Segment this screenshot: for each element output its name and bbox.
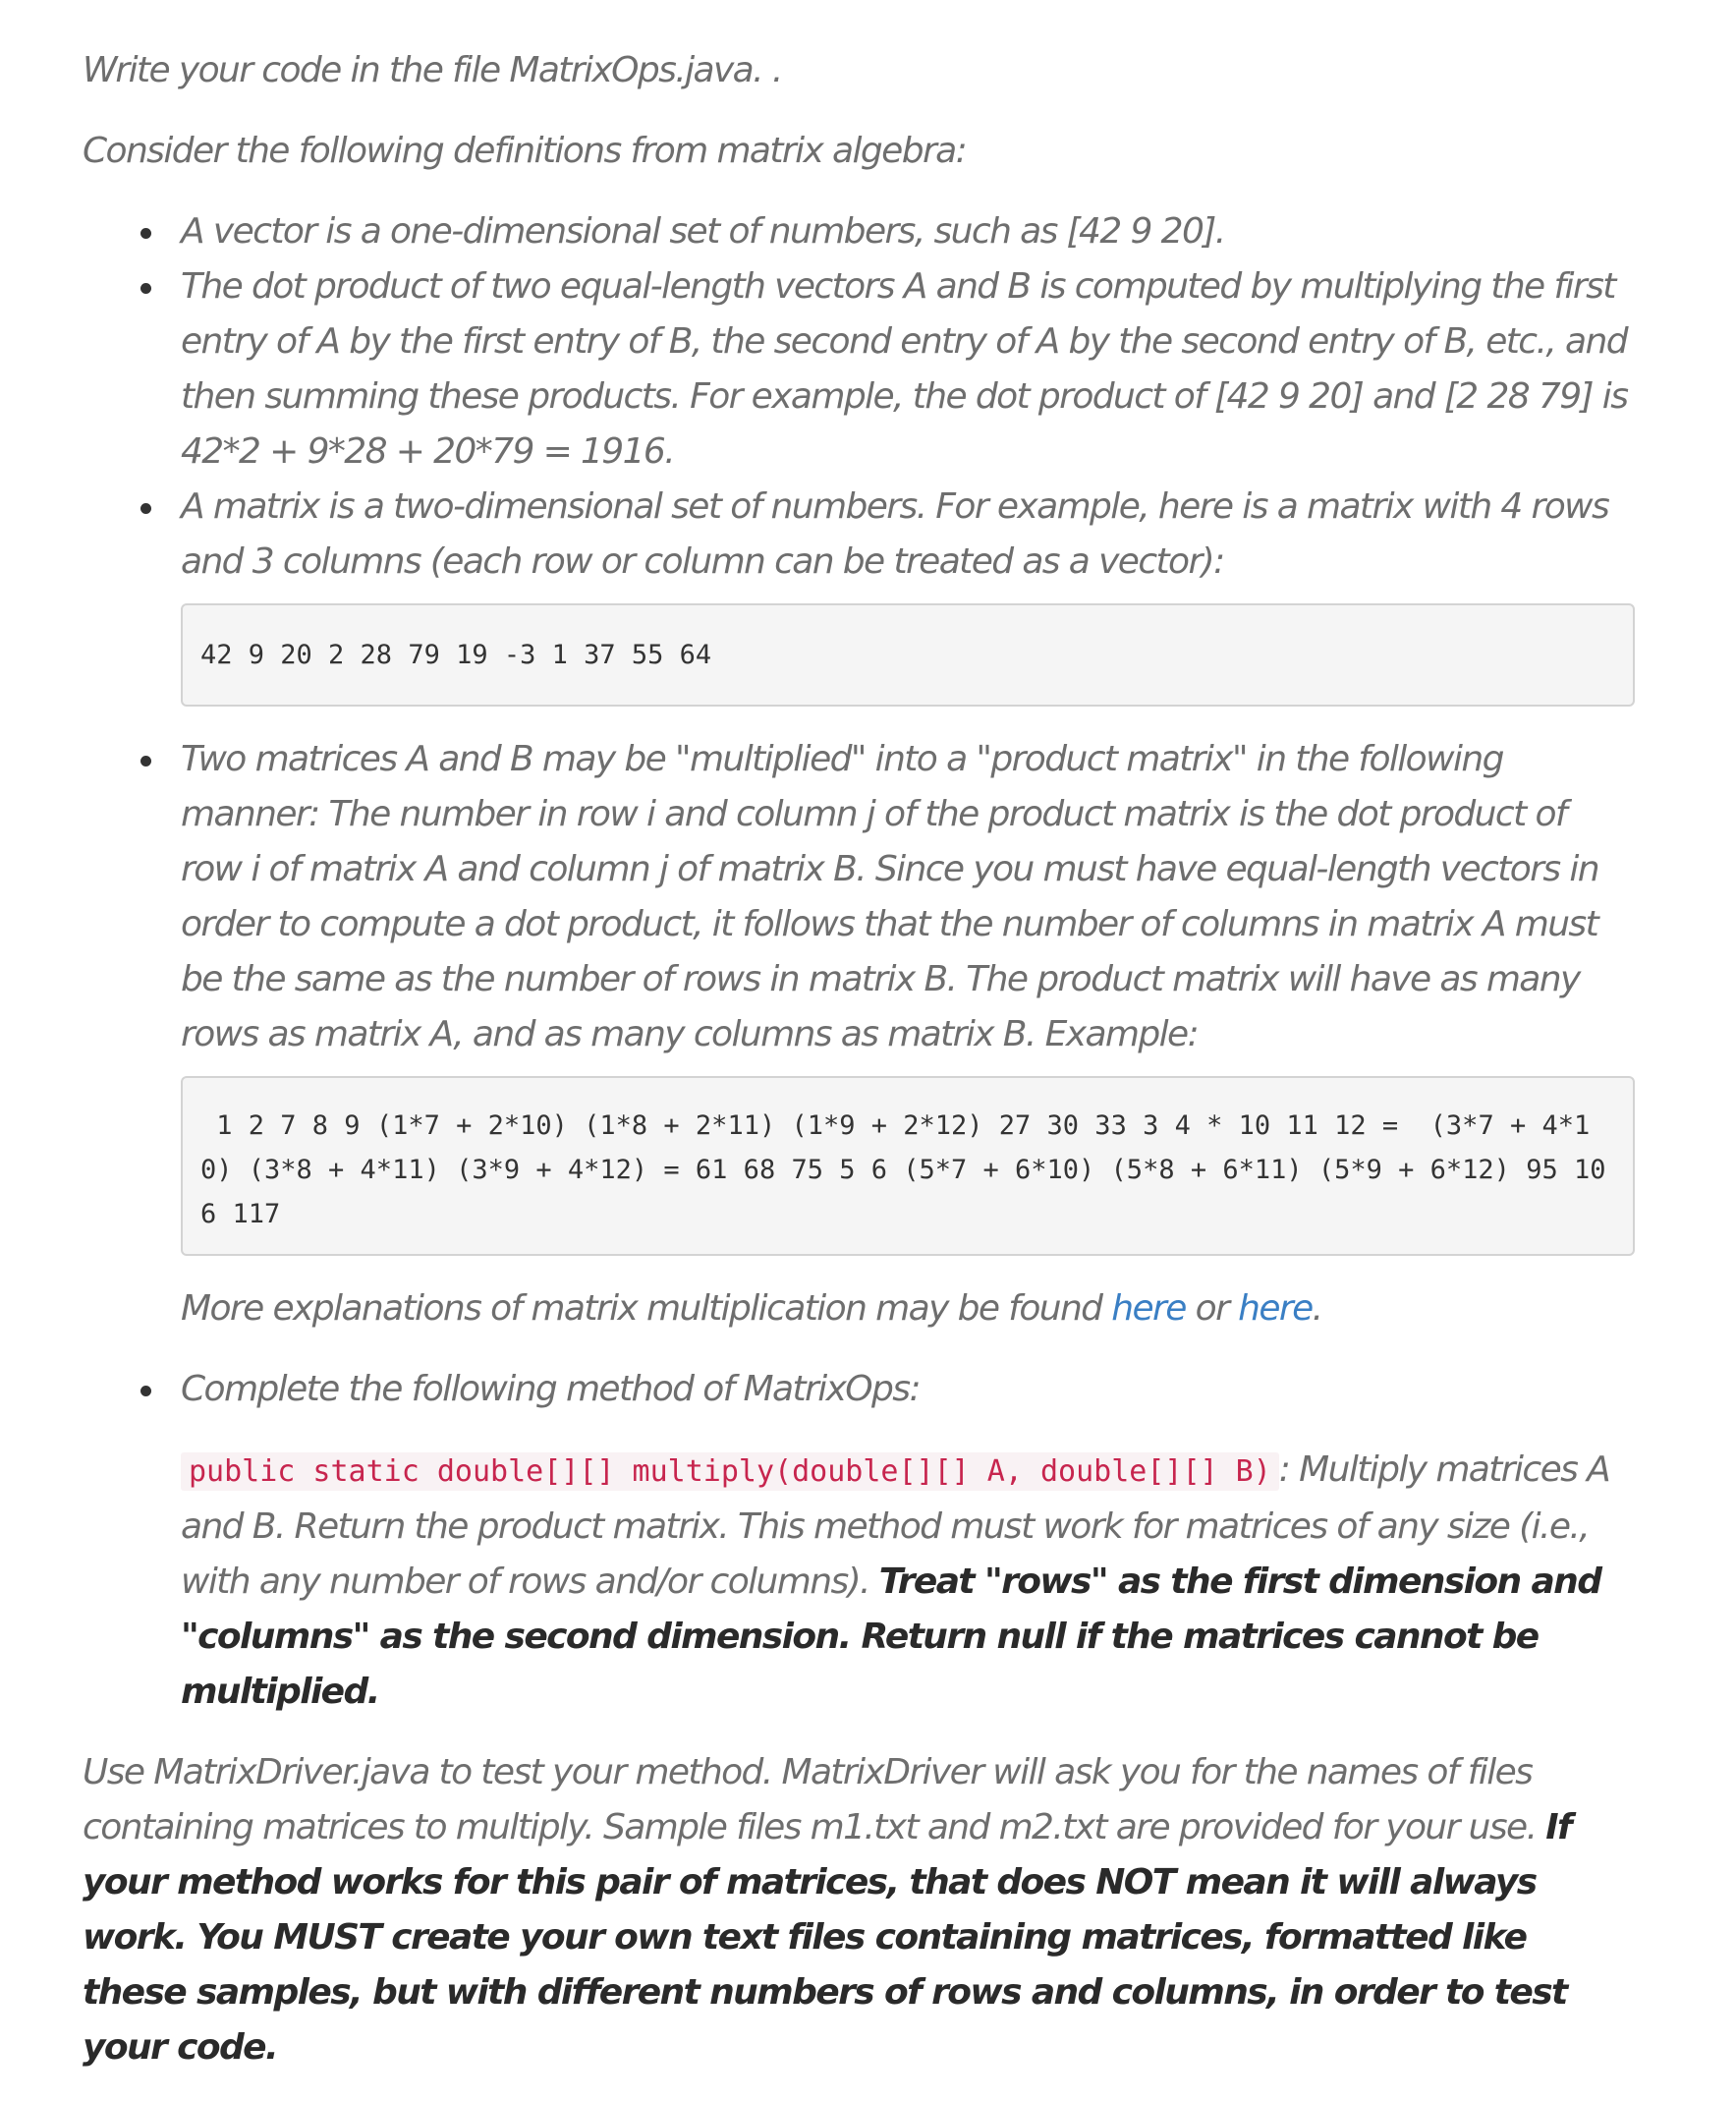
- multiplication-example-code-block: 1 2 7 8 9 (1*7 + 2*10) (1*8 + 2*11) (1*9 + 2*12) 27 30 33 3 4 * 10 11 12 = (3*7 + 4*10) (3*8 + 4*11) (3*9 + 4*12) = 61 68 75 5 6 (5*7 + 6*10) (5*8 + 6*11) (5*9 + 6*12) 95 106 117: [181, 1076, 1635, 1256]
- list-item-multiplication: [181, 732, 1635, 1336]
- more-explanations-period: .: [1312, 1288, 1322, 1329]
- matrix-definition-text: A matrix is a two-dimensional set of numbers. For example, here is a matrix with 4 rows and 3 columns (each row or column can be treated as a vector):: [181, 486, 1609, 582]
- more-explanations-text: More explanations of matrix multiplication may be found: [181, 1288, 1112, 1329]
- method-signature-code: public static double[][] multiply(double[][] A, double[][] B): [181, 1452, 1279, 1491]
- method-description: [181, 1443, 1635, 1720]
- intro-definitions-lead: Consider the following definitions from matrix algebra:: [83, 131, 967, 171]
- list-item-complete-method: [181, 1362, 1635, 1720]
- more-explanations-or: or: [1185, 1288, 1239, 1329]
- definitions-list: [83, 204, 1635, 1720]
- more-explanations-line: [181, 1281, 1635, 1336]
- testing-warning-bold: If your method works for this pair of matrices, that does NOT mean it will always work. You MUST create your own text files containing matrices, formatted like these samples, but with different numbers of rows and columns, in order to test your code.: [83, 1807, 1572, 2068]
- explanation-link-1[interactable]: here: [1111, 1288, 1186, 1329]
- list-item-dot-product: The dot product of two equal-length vectors A and B is computed by multiplying the first entry of A by the first entry of B, the second entry of A by the second entry of B, etc., and then summing these products. For example, the dot product of [42 9 20] and [2 28 79] is 42*2 + 9*28 + 20*79 = 1916.: [181, 259, 1635, 480]
- assignment-document: [83, 43, 1635, 2101]
- testing-instructions: [83, 1745, 1635, 2075]
- method-description-text: : Multiply matrices A and B. Return the product matrix. This method must work for matrices of any size (i.e., with any number of rows and/or columns).: [181, 1449, 1610, 1602]
- intro-file-instruction: Write your code in the file MatrixOps.java. .: [83, 50, 782, 90]
- multiplication-definition-text: Two matrices A and B may be "multiplied" into a "product matrix" in the following manner: The number in row i and column j of the product matrix is the dot product of row i of matrix A and column j of matrix B. Since you must have equal-length vectors in order to compute a dot product, it follows that the number of columns in matrix A must be the same as the number of rows in matrix B. The product matrix will have as many rows as matrix A, and as many columns as matrix B. Example:: [181, 739, 1598, 1054]
- matrix-example-code-block: 42 9 20 2 28 79 19 -3 1 37 55 64: [181, 603, 1635, 707]
- list-item-vector: A vector is a one-dimensional set of numbers, such as [42 9 20].: [181, 204, 1635, 259]
- explanation-link-2[interactable]: here: [1238, 1288, 1313, 1329]
- method-requirements-bold: Treat "rows" as the first dimension and "columns" as the second dimension. Return null if the matrices cannot be multiplied.: [181, 1562, 1601, 1712]
- testing-instructions-text: Use MatrixDriver.java to test your method. MatrixDriver will ask you for the names of files containing matrices to multiply. Sample files m1.txt and m2.txt are provided for your use.: [83, 1752, 1546, 1847]
- complete-method-text: Complete the following method of MatrixOps:: [181, 1369, 920, 1409]
- list-item-matrix: [181, 480, 1635, 707]
